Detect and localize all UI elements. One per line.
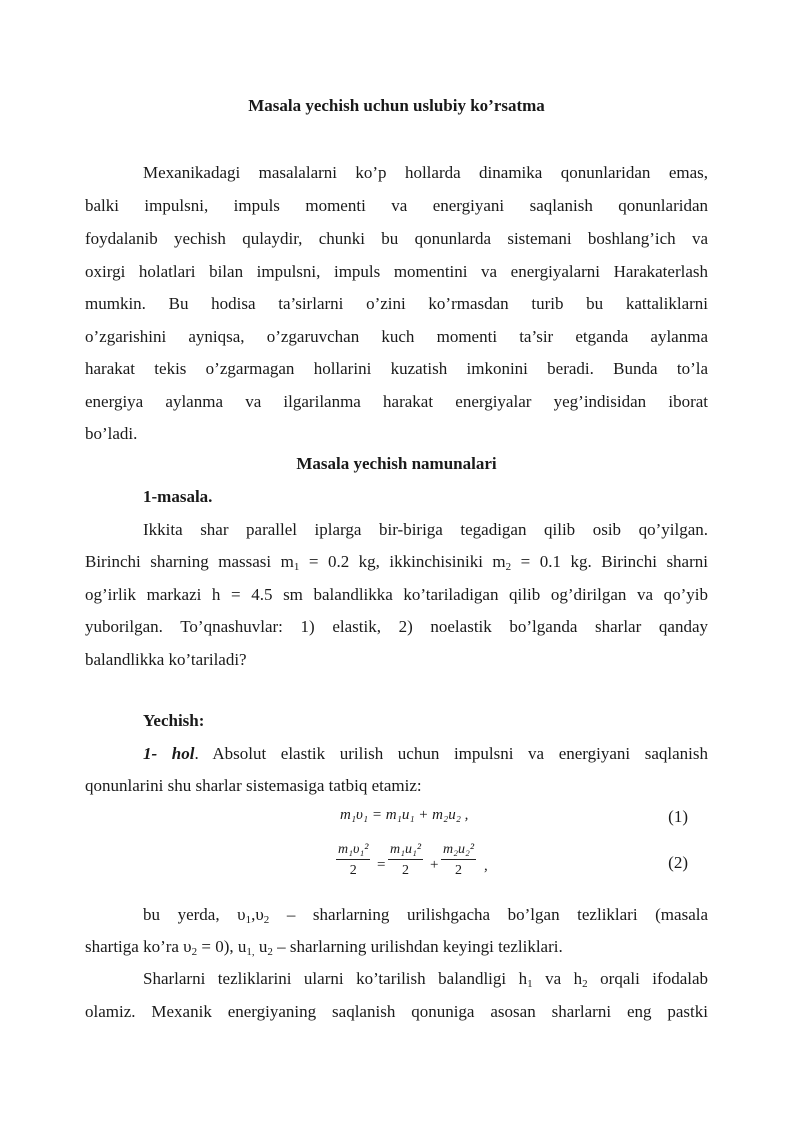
equation-1: m₁υ₁ = m₁u₁ + m₂u₂ , <box>340 807 469 823</box>
intro-line-7: harakat tekis o’zgarmagan hollarini kuzatish imkonini beradi. Bunda to’la <box>85 359 708 378</box>
equation-2-fraction-2: $\frac{\text{m₁u₁²}}{2}$ <box>390 842 422 878</box>
equation-2-plus: + <box>430 857 439 873</box>
intro-line-6: o’zgarishini ayniqsa, o’zgaruvchan kuch momenti ta’sir etganda aylanma <box>85 327 708 346</box>
solution-label: Yechish: <box>143 711 205 730</box>
page-title: Masala yechish uchun uslubiy ko’rsatma <box>248 96 545 115</box>
section-subtitle: Masala yechish namunalari <box>296 454 497 473</box>
intro-line-8: energiya aylanma va ilgarilanma harakat energiyalar yeg’indisidan iborat <box>85 392 708 411</box>
problem-line-4: yuborilgan. To’qnashuvlar: 1) elastik, 2) noelastik bo’lganda sharlar qanday <box>85 617 708 636</box>
explain-line-1: bu yerda, $\upsilon_1,\upsilon_2$ – sharlarning urilishgacha bo’lgan tezliklari (masala <box>143 905 709 926</box>
explain-line-2: shartiga ko’ra $\upsilon_2 = 0$), $u_{1,}$ $u_2$ – sharlarning urilishdan keyingi tezliklari. <box>85 937 563 958</box>
problem-line-5: balandlikka ko’tariladi? <box>85 650 247 669</box>
intro-line-9: bo’ladi. <box>85 424 138 443</box>
final-line-1: Sharlarni tezliklarini ularni ko’tarilish balandligi $h_1$ va $h_2$ orqali ifodalab <box>143 969 709 990</box>
intro-line-1: Mexanikadagi masalalarni ko’p hollarda dinamika qonunlaridan emas, <box>143 163 708 182</box>
intro-line-3: foydalanib yechish qulaydir, chunki bu qonunlarda sistemani boshlang’ich va <box>85 229 708 248</box>
equation-2-comma: , <box>484 858 488 874</box>
equation-2-number: (2) <box>668 853 688 872</box>
intro-line-5: mumkin. Bu hodisa ta’sirlarni o’zini ko’rmasdan turib bu kattaliklarni <box>85 294 708 313</box>
problem-line-2: Birinchi sharning massasi $m_1 = 0.2$ kg, ikkinchisiniki $m_2 = 0.1$ kg. Birinchi sharni <box>85 552 708 573</box>
case1-line-1: 1- hol. Absolut elastik urilish uchun impulsni va energiyani saqlanish <box>143 744 708 763</box>
equation-2-fraction-1: $\frac{\text{m₁υ₁²}}{2}$ <box>338 842 369 878</box>
problem-line-3: og’irlik markazi h = 4.5 sm balandlikka ko’tariladigan qilib og’dirilgan va qo’yib <box>85 585 708 604</box>
case1-line-2: qonunlarini shu sharlar sistemasiga tatbiq etamiz: <box>85 776 422 795</box>
equation-2-equals: = <box>377 857 386 873</box>
intro-line-4: oxirgi holatlari bilan impulsni, impuls momentini va energiyalarni Harakaterlash <box>85 262 708 281</box>
case1-label: 1- hol <box>143 744 195 763</box>
equation-1-number: (1) <box>668 807 688 826</box>
problem-line-1: Ikkita shar parallel iplarga bir-biriga tegadigan qilib osib qo’yilgan. <box>143 520 708 539</box>
intro-line-2: balki impulsni, impuls momenti va energiyani saqlanish qonunlaridan <box>85 196 708 215</box>
equation-2-fraction-3: $\frac{\text{m₂u₂²}}{2}$ <box>443 842 475 878</box>
problem-label: 1-masala. <box>143 487 213 506</box>
final-line-2: olamiz. Mexanik energiyaning saqlanish qonuniga asosan sharlarni eng pastki <box>85 1002 708 1021</box>
